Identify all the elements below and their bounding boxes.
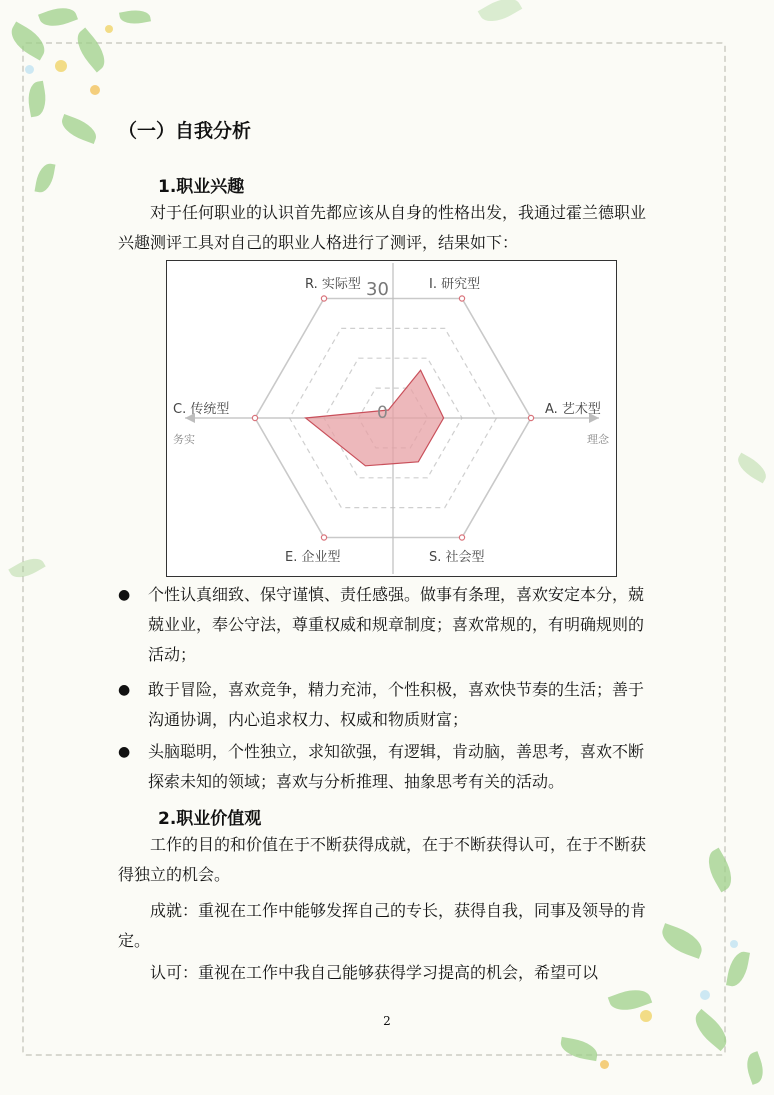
scale-max-label: 30 — [366, 279, 389, 300]
bullet-text: 敢于冒险，喜欢竞争，精力充沛，个性积极，喜欢快节奏的生活；善于沟通协调，内心追求权力、权威和物质财富； — [148, 680, 645, 729]
intro-paragraph: 对于任何职业的认识首先都应该从自身的性格出发，我通过霍兰德职业兴趣测评工具对自己的职业人格进行了测评，结果如下： — [118, 203, 647, 252]
data-area — [306, 370, 444, 466]
list-item — [118, 737, 658, 797]
right-axis-label: 理念 — [587, 433, 609, 446]
center-label: 0 — [377, 403, 388, 423]
vertex-marker — [321, 296, 326, 301]
values-paragraph-2: 成就：重视在工作中能够发挥自己的专长，获得自我，同事及领导的肯定。 — [118, 901, 647, 950]
axis-label-R: R. 实际型 — [305, 277, 361, 292]
vertex-marker — [459, 296, 464, 301]
radar-svg — [167, 261, 616, 576]
bullet-icon: ● — [118, 744, 131, 760]
vertex-marker — [528, 415, 533, 420]
bullet-icon: ● — [118, 587, 131, 603]
vertex-marker — [321, 535, 326, 540]
left-axis-label: 务实 — [173, 433, 195, 446]
bullet-text: 个性认真细致、保守谨慎、责任感强。做事有条理，喜欢安定本分，兢兢业业，奉公守法，尊重权威和规章制度；喜欢常规的，有明确规则的活动； — [148, 585, 645, 664]
vertex-marker — [459, 535, 464, 540]
holland-radar-chart — [166, 260, 617, 577]
axis-label-A: A. 艺术型 — [545, 402, 601, 417]
axis-label-S: S. 社会型 — [429, 550, 485, 565]
subsection-title-career-values: 2.职业价值观 — [158, 809, 262, 829]
list-item — [118, 580, 658, 670]
page-number: 2 — [383, 1014, 391, 1028]
axis-label-E: E. 企业型 — [285, 550, 341, 565]
list-item — [118, 675, 658, 735]
values-paragraph-3: 认可：重视在工作中我自己能够获得学习提高的机会，希望可以 — [150, 963, 599, 982]
axis-label-I: I. 研究型 — [429, 277, 481, 292]
bullet-text: 头脑聪明，个性独立，求知欲强，有逻辑，肯动脑，善思考，喜欢不断探索未知的领域；喜欢与分析推理、抽象思考有关的活动。 — [148, 742, 645, 791]
bullet-icon: ● — [118, 682, 131, 698]
values-paragraph-1: 工作的目的和价值在于不断获得成就，在于不断获得认可，在于不断获得独立的机会。 — [118, 835, 647, 884]
vertex-marker — [252, 415, 257, 420]
section-title: （一）自我分析 — [118, 120, 252, 142]
subsection-title-career-interest: 1.职业兴趣 — [158, 177, 245, 197]
axis-label-C: C. 传统型 — [173, 402, 230, 417]
